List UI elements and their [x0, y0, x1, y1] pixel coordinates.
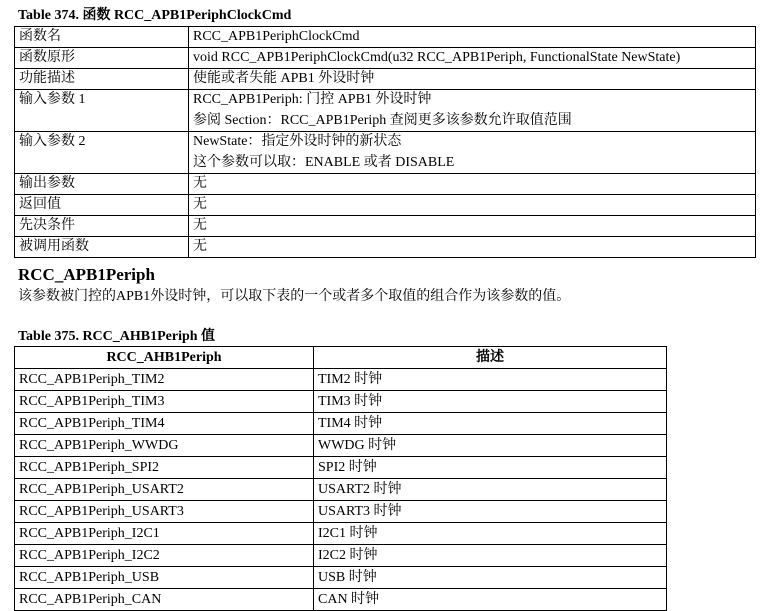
- table-row: [15, 48, 756, 69]
- row-value-line: 这个参数可以取：ENABLE 或者 DISABLE: [193, 154, 455, 170]
- row-label: 函数名: [15, 27, 189, 48]
- peripheral-description-cell: WWDG 时钟: [314, 435, 667, 457]
- row-value-line: 无: [193, 218, 207, 233]
- table-row: [15, 567, 667, 589]
- table-row: [15, 27, 756, 48]
- table-row: [15, 479, 667, 501]
- peripheral-description-cell: TIM2 时钟: [314, 369, 667, 391]
- table-row: [15, 237, 756, 258]
- row-value-line: 使能或者失能 APB1 外设时钟: [193, 71, 375, 86]
- row-value: [189, 216, 756, 237]
- table-row: [15, 589, 667, 611]
- peripheral-name-cell: RCC_APB1Periph_TIM3: [15, 391, 314, 413]
- peripheral-name-cell: RCC_APB1Periph_WWDG: [15, 435, 314, 457]
- peripheral-name-cell: RCC_APB1Periph_I2C2: [15, 545, 314, 567]
- row-label: 输入参数 1: [15, 90, 189, 132]
- peripheral-name-cell: RCC_APB1Periph_I2C1: [15, 523, 314, 545]
- row-label: 函数原形: [15, 48, 189, 69]
- table-row: [15, 413, 667, 435]
- table-row: [15, 523, 667, 545]
- peripheral-description-cell: TIM4 时钟: [314, 413, 667, 435]
- table-row: [15, 132, 756, 174]
- row-label: 输出参数: [15, 174, 189, 195]
- row-label: 被调用函数: [15, 237, 189, 258]
- peripheral-name-cell: RCC_APB1Periph_TIM4: [15, 413, 314, 435]
- row-value-line: RCC_APB1PeriphClockCmd: [193, 29, 360, 44]
- row-value: [189, 237, 756, 258]
- peripheral-description-cell: TIM3 时钟: [314, 391, 667, 413]
- row-value-line: 无: [193, 239, 207, 254]
- table-row: [15, 195, 756, 216]
- row-value: [189, 174, 756, 195]
- row-value-line: 无: [193, 197, 207, 212]
- table-row: [15, 545, 667, 567]
- peripheral-name-cell: RCC_APB1Periph_SPI2: [15, 457, 314, 479]
- peripheral-description-cell: SPI2 时钟: [314, 457, 667, 479]
- peripheral-name-cell: RCC_APB1Periph_USB: [15, 567, 314, 589]
- row-label: 功能描述: [15, 69, 189, 90]
- column-header-name: RCC_AHB1Periph: [15, 347, 314, 369]
- row-value: [189, 195, 756, 216]
- peripheral-description-cell: CAN 时钟: [314, 589, 667, 611]
- table-374-caption: Table 374. 函数 RCC_APB1PeriphClockCmd: [18, 8, 292, 23]
- row-value-line: void RCC_APB1PeriphClockCmd(u32 RCC_APB1Periph, FunctionalState NewState): [193, 50, 681, 65]
- row-value: [189, 69, 756, 90]
- table-375-caption: Table 375. RCC_AHB1Periph 值: [18, 329, 216, 344]
- row-value: [189, 90, 756, 132]
- peripheral-name-cell: RCC_APB1Periph_USART2: [15, 479, 314, 501]
- table-row: [15, 90, 756, 132]
- section-title: RCC_APB1Periph: [18, 265, 155, 284]
- row-value: [189, 132, 756, 174]
- table-row: [15, 457, 667, 479]
- table-row: [15, 501, 667, 523]
- peripheral-description-cell: USART3 时钟: [314, 501, 667, 523]
- table-row: [15, 391, 667, 413]
- table-row: [15, 216, 756, 237]
- peripheral-description-cell: I2C1 时钟: [314, 523, 667, 545]
- peripheral-values-table: [14, 346, 667, 611]
- row-label: 先决条件: [15, 216, 189, 237]
- function-description-table: [14, 26, 756, 258]
- row-value-line: NewState：指定外设时钟的新状态: [193, 134, 402, 149]
- peripheral-name-cell: RCC_APB1Periph_CAN: [15, 589, 314, 611]
- peripheral-name-cell: RCC_APB1Periph_USART3: [15, 501, 314, 523]
- row-value-line: 参阅 Section：RCC_APB1Periph 查阅更多该参数允许取值范围: [193, 112, 572, 128]
- column-header-description: 描述: [314, 347, 667, 369]
- peripheral-name-cell: RCC_APB1Periph_TIM2: [15, 369, 314, 391]
- table-row: [15, 174, 756, 195]
- table-header-row: [15, 347, 667, 369]
- section-description: 该参数被门控的APB1外设时钟，可以取下表的一个或者多个取值的组合作为该参数的值。: [18, 289, 571, 304]
- row-value: [189, 27, 756, 48]
- row-value-line: 无: [193, 176, 207, 191]
- table-row: [15, 369, 667, 391]
- row-value: [189, 48, 756, 69]
- table-row: [15, 435, 667, 457]
- row-label: 返回值: [15, 195, 189, 216]
- peripheral-description-cell: I2C2 时钟: [314, 545, 667, 567]
- peripheral-description-cell: USART2 时钟: [314, 479, 667, 501]
- peripheral-description-cell: USB 时钟: [314, 567, 667, 589]
- table-row: [15, 69, 756, 90]
- row-value-line: RCC_APB1Periph: 门控 APB1 外设时钟: [193, 92, 432, 107]
- row-label: 输入参数 2: [15, 132, 189, 174]
